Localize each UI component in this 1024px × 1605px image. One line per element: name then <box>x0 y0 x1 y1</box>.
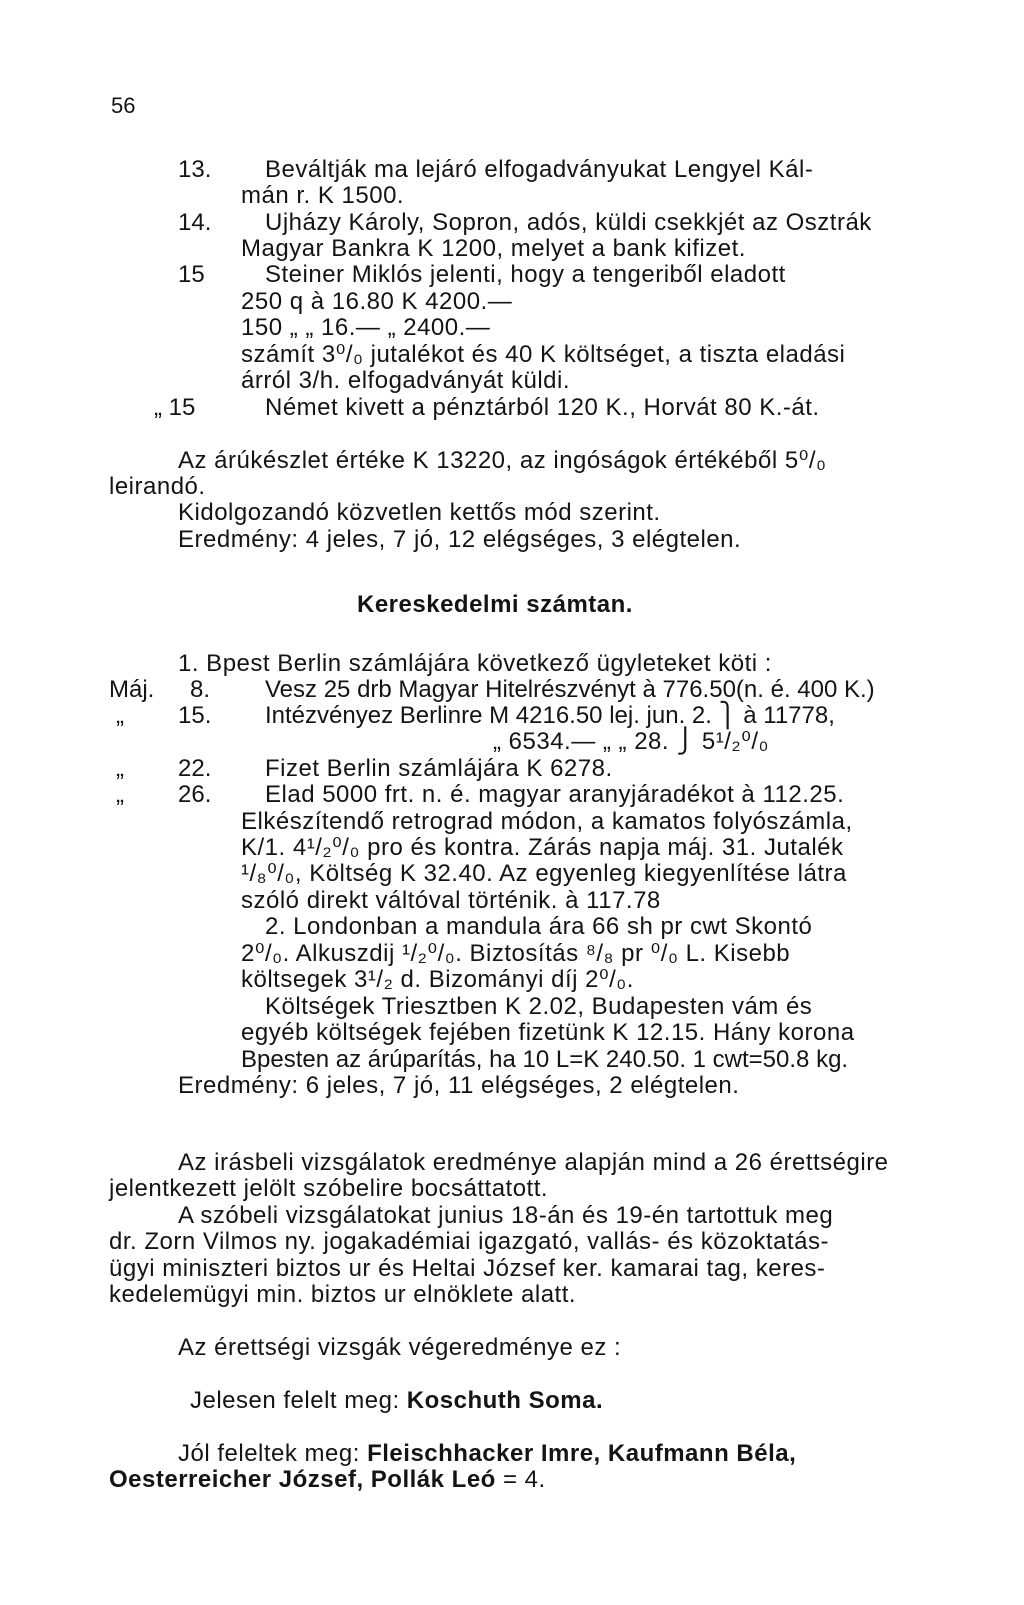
text-line: Steiner Miklós jelenti, hogy a tengeriből eladott <box>265 261 786 288</box>
text-line: költsegek 3¹/₂ d. Bizományi díj 2⁰/₀. <box>241 966 634 993</box>
text-line: ¹/₈⁰/₀, Költség K 32.40. Az egyenleg kiegyenlítése látra <box>241 860 847 887</box>
paragraph-line: kedelemügyi min. biztos ur elnöklete alatt. <box>109 1281 577 1308</box>
text-line: 250 q à 16.80 K 4200.— <box>241 288 513 315</box>
honors-label: Jelesen felelt meg: <box>190 1387 407 1414</box>
paragraph-line: leirandó. <box>109 473 206 500</box>
ledger-month: „ <box>116 755 124 782</box>
text-line: 2⁰/₀. Alkuszdij ¹/₂⁰/₀. Biztosítás ⁸/₈ pr ⁰/₀ L. Kisebb <box>241 940 791 967</box>
honors-line <box>190 1388 603 1414</box>
good-results-names: Oesterreicher József, Pollák Leó <box>109 1466 496 1493</box>
text-line: szóló direkt váltóval történik. à 117.78 <box>241 887 661 914</box>
text-line: számít 3⁰/₀ jutalékot és 40 K költséget, a tiszta eladási <box>241 341 846 368</box>
text-line: Elkészítendő retrograd módon, a kamatos folyószámla, <box>241 808 853 835</box>
ledger-text: Intézvényez Berlinre M 4216.50 lej. jun. 2. ⎫ à 11778, <box>265 702 835 729</box>
paragraph-line: ügyi miniszteri biztos ur és Heltai József ker. kamarai tag, keres- <box>109 1255 826 1282</box>
text-line: Magyar Bankra K 1200, melyet a bank kifizet. <box>241 235 746 262</box>
task-intro: 1. Bpest Berlin számlájára következő ügyleteket köti : <box>178 650 772 677</box>
ledger-month: Máj. <box>109 676 155 703</box>
text-line: árról 3/h. elfogadványát küldi. <box>241 367 571 394</box>
ledger-day: 26. <box>178 781 212 808</box>
item-number: „ 15 <box>154 394 196 421</box>
paragraph-line: Kidolgozandó közvetlen kettős mód szerint. <box>178 499 661 526</box>
ledger-day: 8. <box>190 676 211 703</box>
text-line: Költségek Triesztben K 2.02, Budapesten vám és <box>265 993 813 1020</box>
text-line: 2. Londonban a mandula ára 66 sh pr cwt Skontó <box>265 913 813 940</box>
section-heading: Kereskedelmi számtan. <box>357 591 633 618</box>
ledger-day: 22. <box>178 755 212 782</box>
good-results-line <box>178 1441 796 1467</box>
ledger-month: „ <box>116 781 124 808</box>
item-number: 14. <box>178 209 212 236</box>
text-line: Bpesten az árúparítás, ha 10 L=K 240.50. 1 cwt=50.8 kg. <box>241 1046 849 1073</box>
page-number: 56 <box>111 93 136 118</box>
good-results-line <box>109 1467 546 1493</box>
text-line: Ujházy Károly, Sopron, adós, küldi csekkjét az Osztrák <box>265 209 872 236</box>
paragraph-line: A szóbeli vizsgálatokat junius 18-án és 19-én tartottuk meg <box>178 1202 834 1229</box>
item-number: 13. <box>178 156 212 183</box>
paragraph-line: dr. Zorn Vilmos ny. jogakadémiai igazgató, vallás- és közoktatás- <box>109 1228 829 1255</box>
result-line: Eredmény: 4 jeles, 7 jó, 12 elégséges, 3 elégtelen. <box>178 526 742 553</box>
good-results-count: = 4. <box>495 1466 546 1493</box>
text-line: Beváltják ma lejáró elfogadványukat Lengyel Kál- <box>265 156 814 183</box>
text-line: egyéb költségek fejében fizetünk K 12.15. Hány korona <box>241 1019 855 1046</box>
text-line: Német kivett a pénztárból 120 K., Horvát 80 K.-át. <box>265 394 820 421</box>
good-results-label: Jól feleltek meg: <box>178 1440 368 1467</box>
text-line: K/1. 4¹/₂⁰/₀ pro és kontra. Zárás napja máj. 31. Jutalék <box>241 834 844 861</box>
text-line: 150 „ „ 16.— „ 2400.— <box>241 314 491 341</box>
result-line: Eredmény: 6 jeles, 7 jó, 11 elégséges, 2 elégtelen. <box>178 1072 740 1099</box>
paragraph-line: Az irásbeli vizsgálatok eredménye alapján mind a 26 érettségire <box>178 1149 889 1176</box>
ledger-day: 15. <box>178 702 212 729</box>
paragraph-line: jelentkezett jelölt szóbelire bocsáttatott. <box>109 1175 549 1202</box>
ledger-text: Vesz 25 drb Magyar Hitelrészvényt à 776.50(n. é. 400 K.) <box>265 676 875 703</box>
paragraph-line: Az érettségi vizsgák végeredménye ez : <box>178 1334 622 1361</box>
ledger-text: Fizet Berlin számlájára K 6278. <box>265 755 613 782</box>
ledger-text: „ 6534.— „ „ 28. ⎭ 5¹/₂⁰/₀ <box>493 728 769 755</box>
item-number: 15 <box>178 261 205 288</box>
text-line: mán r. K 1500. <box>241 182 405 209</box>
paragraph-line: Az árúkészlet értéke K 13220, az ingóságok értékéből 5⁰/₀ <box>178 447 827 474</box>
honors-name: Koschuth Soma. <box>406 1387 604 1414</box>
ledger-month: „ <box>116 702 124 729</box>
ledger-text: Elad 5000 frt. n. é. magyar aranyjáradékot à 112.25. <box>265 781 845 808</box>
good-results-names: Fleischhacker Imre, Kaufmann Béla, <box>367 1440 797 1467</box>
